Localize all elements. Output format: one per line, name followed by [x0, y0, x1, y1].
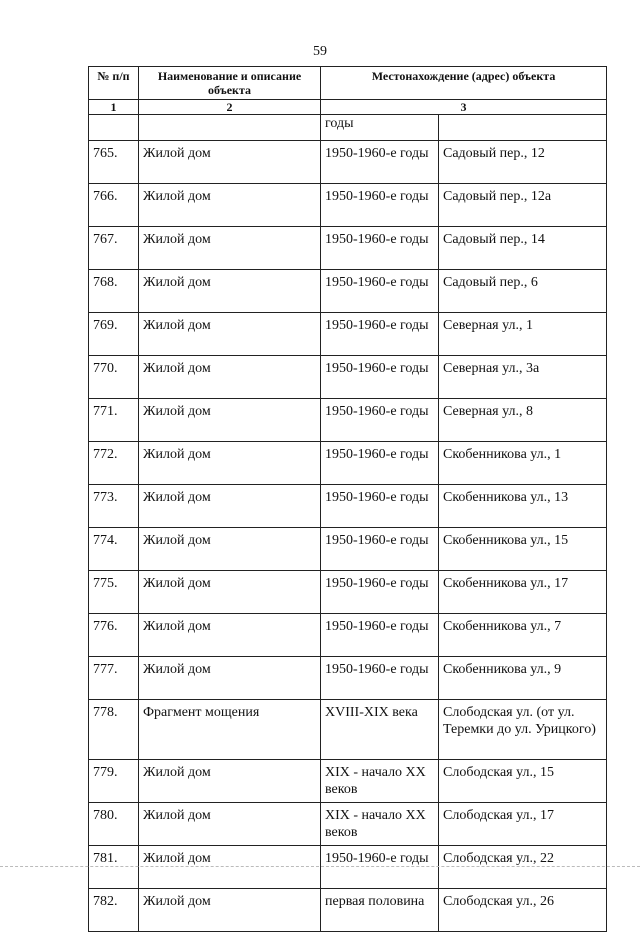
table-row	[89, 270, 607, 313]
cell-date: 1950-1960-е годы	[321, 571, 439, 614]
cell-address: Северная ул., 3а	[439, 356, 607, 399]
cell-date: 1950-1960-е годы	[321, 657, 439, 700]
page-number: 59	[313, 44, 327, 59]
cell-address: Слободская ул., 26	[439, 889, 607, 932]
continuation-row	[89, 115, 607, 141]
cell-name: Жилой дом	[139, 614, 321, 657]
table-row	[89, 528, 607, 571]
table-row	[89, 442, 607, 485]
cell-name: Фрагмент мощения	[139, 700, 321, 760]
cell-address: Северная ул., 1	[439, 313, 607, 356]
cell-name: Жилой дом	[139, 270, 321, 313]
cell-date: годы	[321, 115, 439, 141]
table-row	[89, 313, 607, 356]
heritage-objects-table	[88, 66, 607, 932]
cell-date: XIX - начало XX веков	[321, 803, 439, 846]
scan-edge-line	[0, 866, 640, 867]
cell-address: Слободская ул., 22	[439, 846, 607, 889]
cell-address	[439, 115, 607, 141]
table-row	[89, 141, 607, 184]
cell-number: 776.	[89, 614, 139, 657]
cell-number: 769.	[89, 313, 139, 356]
cell-number: 768.	[89, 270, 139, 313]
header-location: Местонахождение (адрес) объекта	[321, 67, 607, 100]
cell-address: Скобенникова ул., 17	[439, 571, 607, 614]
table-row	[89, 571, 607, 614]
cell-name	[139, 115, 321, 141]
cell-address: Садовый пер., 12	[439, 141, 607, 184]
cell-name: Жилой дом	[139, 485, 321, 528]
cell-address: Скобенникова ул., 13	[439, 485, 607, 528]
cell-name: Жилой дом	[139, 571, 321, 614]
cell-number: 766.	[89, 184, 139, 227]
cell-address: Слободская ул., 15	[439, 760, 607, 803]
cell-date: 1950-1960-е годы	[321, 313, 439, 356]
cell-address: Скобенникова ул., 9	[439, 657, 607, 700]
table-row	[89, 760, 607, 803]
cell-name: Жилой дом	[139, 846, 321, 889]
cell-number	[89, 115, 139, 141]
cell-address: Слободская ул., 17	[439, 803, 607, 846]
column-number-1: 1	[89, 100, 139, 115]
cell-address: Садовый пер., 12а	[439, 184, 607, 227]
cell-number: 779.	[89, 760, 139, 803]
cell-number: 770.	[89, 356, 139, 399]
table-row	[89, 184, 607, 227]
cell-number: 780.	[89, 803, 139, 846]
cell-date: 1950-1960-е годы	[321, 270, 439, 313]
cell-name: Жилой дом	[139, 399, 321, 442]
header-number: № п/п	[89, 67, 139, 100]
column-number-3: 3	[321, 100, 607, 115]
cell-number: 777.	[89, 657, 139, 700]
cell-name: Жилой дом	[139, 141, 321, 184]
cell-date: 1950-1960-е годы	[321, 614, 439, 657]
cell-date: первая половина	[321, 889, 439, 932]
cell-address: Северная ул., 8	[439, 399, 607, 442]
cell-address: Скобенникова ул., 7	[439, 614, 607, 657]
cell-number: 774.	[89, 528, 139, 571]
table-row	[89, 657, 607, 700]
cell-date: 1950-1960-е годы	[321, 356, 439, 399]
header-name: Наименование и описание объекта	[139, 67, 321, 100]
table-row	[89, 700, 607, 760]
table-row	[89, 399, 607, 442]
cell-name: Жилой дом	[139, 313, 321, 356]
cell-number: 772.	[89, 442, 139, 485]
table-row	[89, 356, 607, 399]
table-row	[89, 485, 607, 528]
cell-number: 771.	[89, 399, 139, 442]
cell-date: 1950-1960-е годы	[321, 846, 439, 889]
table-row	[89, 614, 607, 657]
cell-date: XIX - начало XX веков	[321, 760, 439, 803]
cell-date: 1950-1960-е годы	[321, 485, 439, 528]
cell-address: Слободская ул. (от ул. Теремки до ул. Урицкого)	[439, 700, 607, 760]
cell-name: Жилой дом	[139, 760, 321, 803]
cell-date: 1950-1960-е годы	[321, 528, 439, 571]
cell-number: 781.	[89, 846, 139, 889]
cell-number: 778.	[89, 700, 139, 760]
cell-number: 782.	[89, 889, 139, 932]
cell-number: 775.	[89, 571, 139, 614]
cell-name: Жилой дом	[139, 528, 321, 571]
cell-name: Жилой дом	[139, 356, 321, 399]
cell-date: 1950-1960-е годы	[321, 141, 439, 184]
cell-date: 1950-1960-е годы	[321, 184, 439, 227]
table-row	[89, 227, 607, 270]
cell-date: 1950-1960-е годы	[321, 442, 439, 485]
cell-date: 1950-1960-е годы	[321, 399, 439, 442]
table-row	[89, 803, 607, 846]
cell-name: Жилой дом	[139, 442, 321, 485]
cell-name: Жилой дом	[139, 184, 321, 227]
cell-name: Жилой дом	[139, 889, 321, 932]
cell-number: 767.	[89, 227, 139, 270]
cell-date: XVIII-XIX века	[321, 700, 439, 760]
cell-name: Жилой дом	[139, 803, 321, 846]
cell-name: Жилой дом	[139, 227, 321, 270]
cell-number: 765.	[89, 141, 139, 184]
table-row	[89, 889, 607, 932]
cell-address: Скобенникова ул., 15	[439, 528, 607, 571]
cell-address: Садовый пер., 6	[439, 270, 607, 313]
column-number-2: 2	[139, 100, 321, 115]
cell-number: 773.	[89, 485, 139, 528]
table-row	[89, 846, 607, 889]
cell-date: 1950-1960-е годы	[321, 227, 439, 270]
cell-name: Жилой дом	[139, 657, 321, 700]
cell-address: Скобенникова ул., 1	[439, 442, 607, 485]
cell-address: Садовый пер., 14	[439, 227, 607, 270]
